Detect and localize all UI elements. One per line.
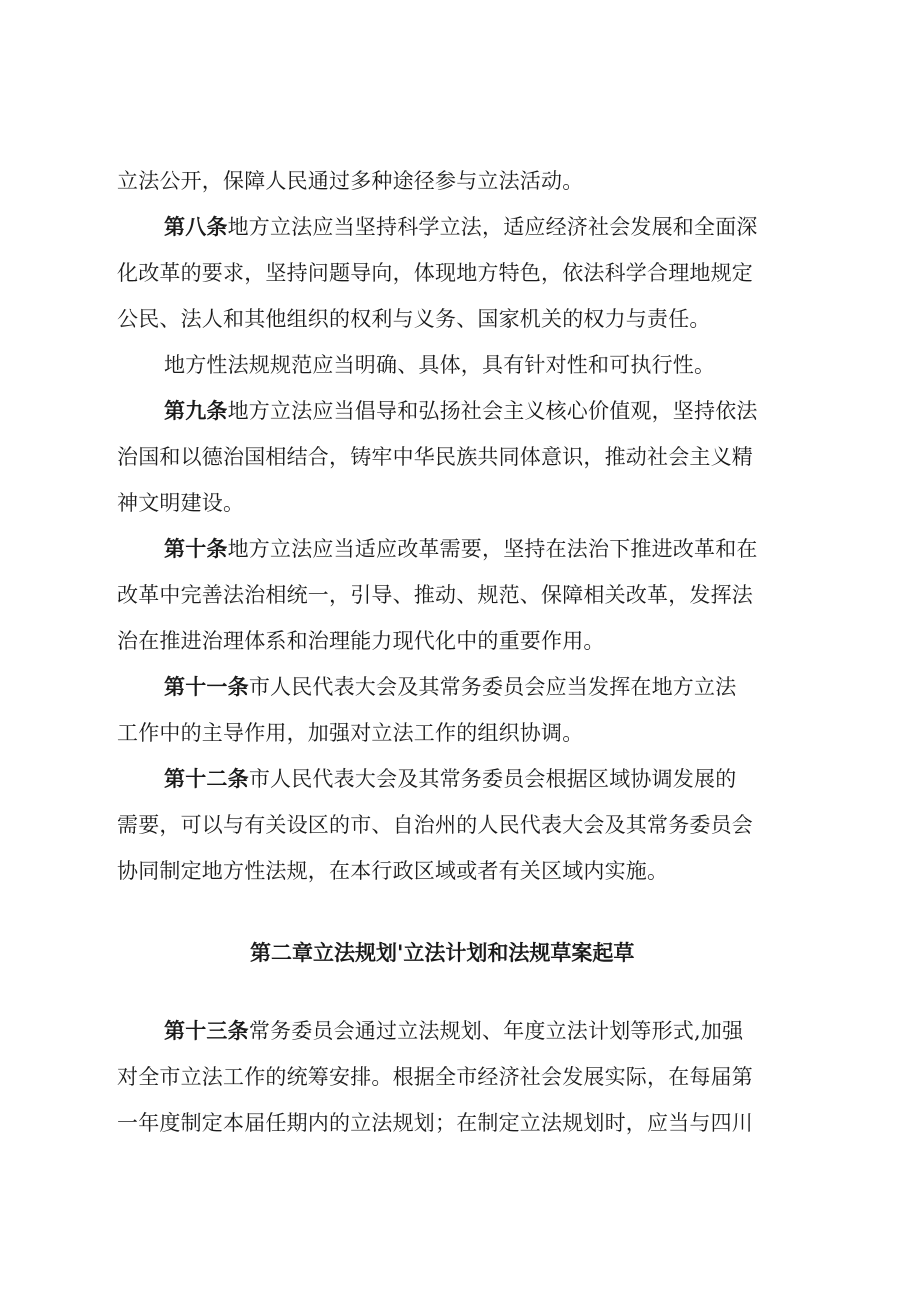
- paragraph-line: [117, 810, 753, 840]
- line-text: 公民、法人和其他组织的权利与义务、国家机关的权力与责任。: [117, 307, 711, 331]
- paragraph-line: [117, 258, 753, 288]
- article-10-first-line: [164, 534, 758, 564]
- article-10-label: 第十条: [164, 537, 228, 561]
- line-text: 常务委员会通过立法规划、年度立法计划等形式,加强: [248, 1019, 744, 1043]
- line-text: 立法公开，保障人民通过多种途径参与立法活动。: [117, 169, 584, 193]
- article-8-label: 第八条: [164, 215, 228, 239]
- line-text: 市人民代表大会及其常务委员会根据区域协调发展的: [248, 767, 737, 791]
- paragraph-line: [117, 856, 668, 886]
- article-11-label: 第十一条: [164, 675, 249, 699]
- line-text: 化改革的要求，坚持问题导向，体现地方特色，依法科学合理地规定: [117, 261, 753, 285]
- paragraph-line: [117, 442, 753, 472]
- line-text: 地方性法规规范应当明确、具体，具有针对性和可执行性。: [164, 353, 716, 377]
- line-text: 神文明建设。: [117, 491, 245, 515]
- paragraph-line: [117, 166, 583, 196]
- article-9-label: 第九条: [164, 399, 228, 423]
- paragraph-line: [164, 350, 715, 380]
- paragraph-line: [117, 488, 244, 518]
- paragraph-line: [117, 304, 711, 334]
- paragraph-line: [117, 1108, 753, 1138]
- article-9-first-line: [164, 396, 758, 426]
- line-text: 对全市立法工作的统筹安排。根据全市经济社会发展实际，在每届第: [117, 1065, 753, 1089]
- line-text: 地方立法应当倡导和弘扬社会主义核心价值观，坚持依法: [227, 399, 758, 423]
- paragraph-line: [117, 580, 753, 610]
- paragraph-line: [117, 718, 583, 748]
- article-13-label: 第十三条: [164, 1019, 249, 1043]
- line-text: 地方立法应当适应改革需要，坚持在法治下推进改革和在: [227, 537, 758, 561]
- line-text: 需要，可以与有关设区的市、自治州的人民代表大会及其常务委员会: [117, 813, 753, 837]
- line-text: 一年度制定本届任期内的立法规划；在制定立法规划时，应当与四川: [117, 1111, 753, 1135]
- line-text: 市人民代表大会及其常务委员会应当发挥在地方立法: [248, 675, 737, 699]
- line-text: 改革中完善法治相统一，引导、推动、规范、保障相关改革，发挥法: [117, 583, 753, 607]
- line-text: 治在推进治理体系和治理能力现代化中的重要作用。: [117, 629, 605, 653]
- article-12-first-line: [164, 764, 736, 794]
- paragraph-line: [117, 626, 605, 656]
- chapter-heading: 第二章立法规划'立法计划和法规草案起草: [250, 941, 635, 965]
- article-12-label: 第十二条: [164, 767, 249, 791]
- paragraph-line: [117, 1062, 753, 1092]
- line-text: 工作中的主导作用，加强对立法工作的组织协调。: [117, 721, 584, 745]
- article-13-first-line: [164, 1016, 743, 1046]
- line-text: 治国和以德治国相结合，铸牢中华民族共同体意识，推动社会主义精: [117, 445, 753, 469]
- article-8-first-line: [164, 212, 758, 242]
- line-text: 地方立法应当坚持科学立法，适应经济社会发展和全面深: [227, 215, 758, 239]
- article-11-first-line: [164, 672, 736, 702]
- line-text: 协同制定地方性法规，在本行政区域或者有关区域内实施。: [117, 859, 669, 883]
